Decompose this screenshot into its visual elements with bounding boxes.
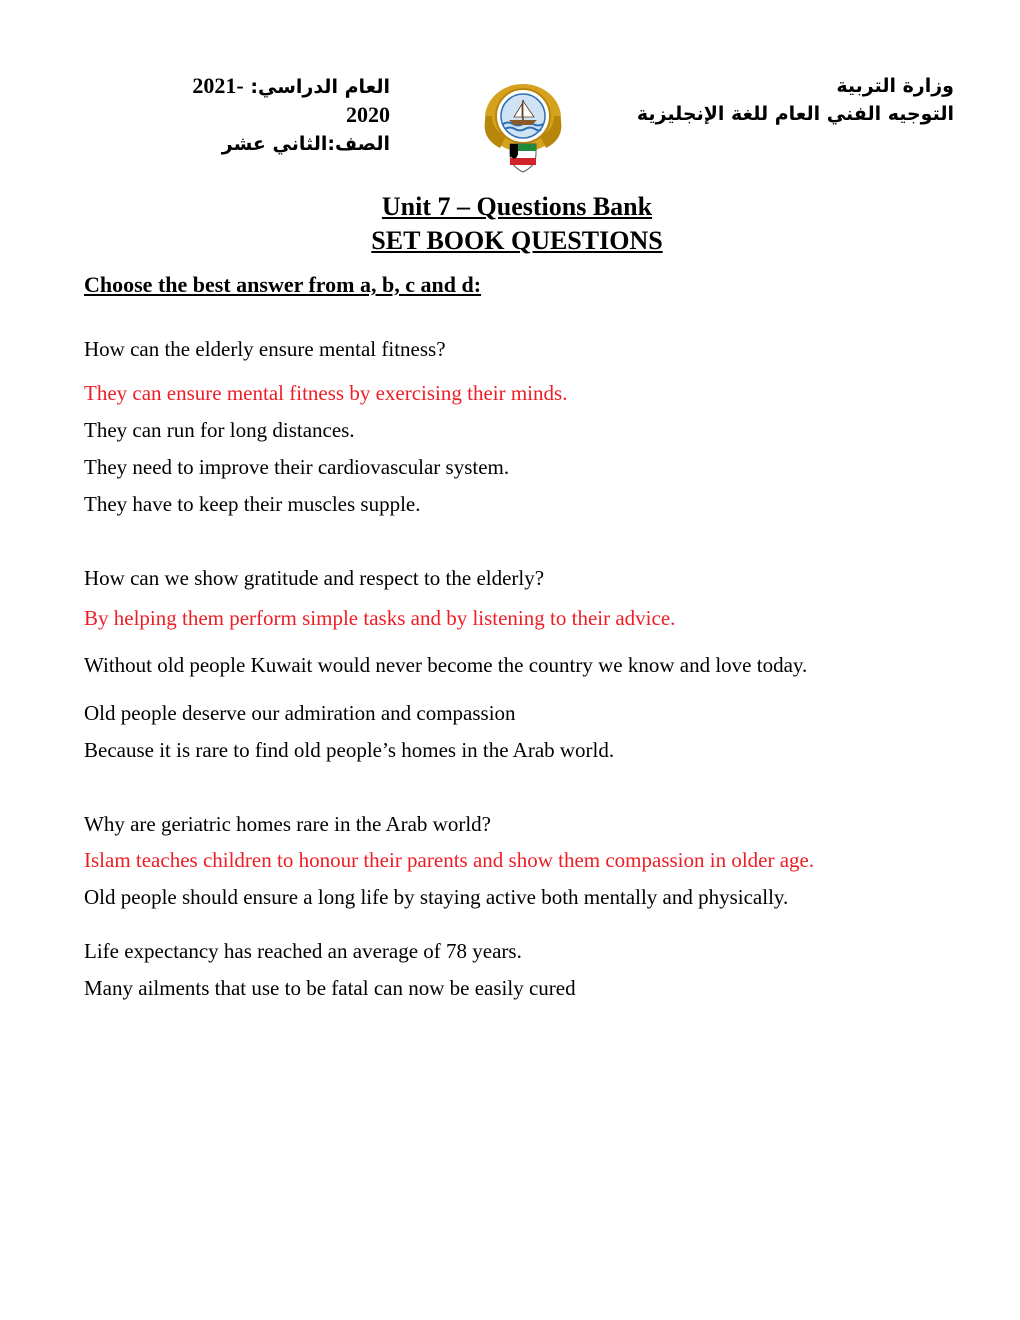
- option-line: Old people deserve our admiration and compassion: [84, 701, 516, 725]
- option-line: They need to improve their cardiovascular system.: [84, 455, 510, 479]
- instruction: Choose the best answer from a, b, c and d:: [84, 272, 482, 297]
- answer-line: Islam teaches children to honour their parents and show them compassion in older age.: [84, 848, 815, 872]
- title-block: [0, 190, 1020, 258]
- question-line: How can the elderly ensure mental fitness?: [84, 337, 446, 361]
- section-title: SET BOOK QUESTIONS: [371, 226, 663, 255]
- option-line: They have to keep their muscles supple.: [84, 492, 421, 516]
- option-line: Without old people Kuwait would never become the country we know and love today.: [84, 653, 808, 677]
- option-line: Old people should ensure a long life by staying active both mentally and physically.: [84, 885, 789, 909]
- department-name: التوجيه الفني العام للغة الإنجليزية: [636, 103, 954, 125]
- unit-title: Unit 7 – Questions Bank: [381, 192, 653, 221]
- academic-year-label: العام الدراسي:: [250, 76, 390, 98]
- school-info: [155, 72, 390, 158]
- option-line: Life expectancy has reached an average of 78 years.: [84, 939, 522, 963]
- answer-line: By helping them perform simple tasks and by listening to their advice.: [84, 606, 676, 630]
- ministry-name: وزارة التربية: [836, 75, 954, 97]
- state-emblem-icon: [478, 78, 568, 174]
- academic-year-value: 2021-2020: [192, 73, 390, 127]
- answer-line: They can ensure mental fitness by exercising their minds.: [84, 381, 568, 405]
- ministry-header: [637, 72, 954, 128]
- question-line: How can we show gratitude and respect to the elderly?: [84, 566, 545, 590]
- option-line: Many ailments that use to be fatal can now be easily cured: [84, 976, 576, 1000]
- academic-year: [155, 72, 390, 130]
- question-line: Why are geriatric homes rare in the Arab world?: [84, 812, 491, 836]
- option-line: They can run for long distances.: [84, 418, 355, 442]
- option-line: Because it is rare to find old people’s homes in the Arab world.: [84, 738, 615, 762]
- grade-label: الصف:الثاني عشر: [221, 133, 390, 155]
